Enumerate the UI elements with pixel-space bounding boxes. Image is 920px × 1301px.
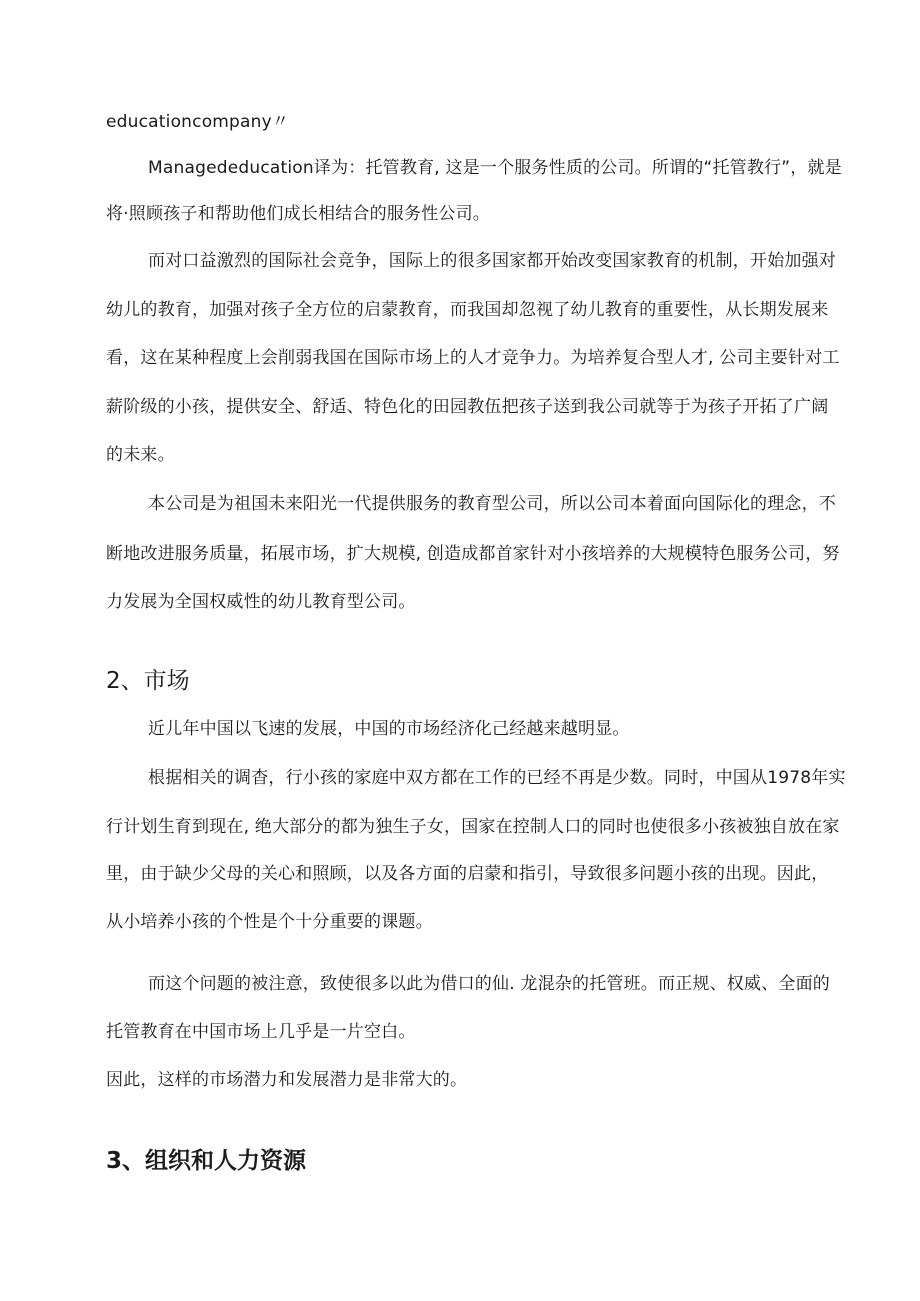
paragraph-line: 薪阶级的小孩，提供安全、舒适、特色化的田园教伍把孩子送到我公司就等于为孩子开拓了广阔 (106, 397, 829, 417)
paragraph-line: 力发展为全国权威性的幼儿教育型公司。 (106, 592, 416, 612)
paragraph-line: 因此，这样的市场潜力和发展潜力是非常大的。 (106, 1070, 468, 1090)
section-heading-market: 2、市场 (106, 668, 190, 694)
paragraph-line: 的未来。 (106, 445, 175, 465)
paragraph-line: 里，由于缺少父母的关心和照顾，以及各方面的启蒙和指引，导致很多问题小孩的出现。因此， (106, 864, 829, 884)
paragraph-line: 从小培养小孩的个性是个十分重要的课题。 (106, 912, 433, 932)
paragraph-line: 行计划生育到现在, 绝大部分的都为独生子女，国家在控制人口的同时也使很多小孩被独自放在家 (106, 817, 840, 837)
paragraph-line: 而对口益激烈的国际社会竞争，国际上的很多国家都开始改变国家教育的机制，开始加强对 (148, 251, 836, 271)
paragraph-line: educationcompany〃 (106, 112, 290, 132)
paragraph-line: 断地改进服务质量，拓展市场，扩大规模, 创造成都首家针对小孩培养的大规模特色服务公司，努 (106, 544, 840, 564)
paragraph-line: 根据相关的调杳，行小孩的家庭中双方都在工作的已经不再是少数。同时，中国从1978年实 (148, 768, 846, 788)
paragraph-line: 而这个问题的被注意，致使很多以此为借口的仙. 龙混杂的托管班。而正规、权威、全面的 (148, 974, 831, 994)
paragraph-line: 将·照顾孩子和帮助他们成长相结合的服务性公司。 (106, 204, 491, 224)
paragraph-line: 看，这在某种程度上会削弱我国在国际市场上的人才竞争力。为培养复合型人才, 公司主要针对工 (106, 348, 840, 368)
paragraph-line: 近儿年中国以飞速的发展，中国的市场经济化己经越来越明显。 (148, 719, 630, 739)
paragraph-line: 本公司是为祖国未来阳光一代提供服务的教育型公司，所以公司本着面向国际化的理念，不 (148, 494, 836, 514)
paragraph-line: 托管教育在中国市场上几乎是一片空白。 (106, 1022, 416, 1042)
paragraph-line: 幼儿的教育，加强对孩子全方位的启蒙教育，而我国却忽视了幼儿教育的重要性，从长期发展来 (106, 300, 829, 320)
paragraph-line: Managededucation译为：托管教育, 这是一个服务性质的公司。所谓的“托管教行”，就是 (148, 158, 842, 178)
section-heading-organization: 3、组织和人力资源 (106, 1148, 307, 1174)
